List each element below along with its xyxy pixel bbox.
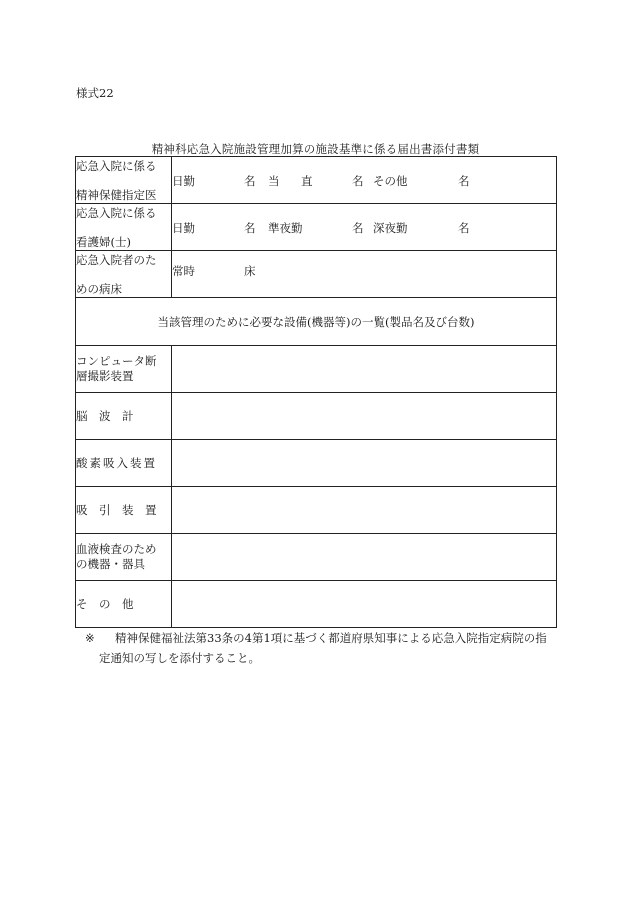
table-row-equipment bbox=[76, 581, 557, 628]
label-line: 精神保健指定医 bbox=[76, 188, 157, 202]
label-line: 応急入院者のた bbox=[76, 253, 157, 267]
footnote bbox=[85, 628, 555, 668]
equipment-value bbox=[172, 487, 557, 534]
equipment-label-oxygen bbox=[76, 440, 172, 487]
note-line: 定通知の写しを添付すること。 bbox=[99, 651, 260, 665]
label-line: 酸素吸入装置 bbox=[76, 455, 157, 470]
shift-duty-label: 当 bbox=[268, 174, 280, 188]
label-line: 応急入院に係る bbox=[76, 159, 157, 173]
equipment-label-blood-test bbox=[76, 534, 172, 581]
table-row-psychiatrist bbox=[76, 157, 557, 204]
equipment-label-other bbox=[76, 581, 172, 628]
label-line: めの病床 bbox=[76, 282, 122, 296]
bed-counts bbox=[172, 251, 557, 298]
label-beds bbox=[76, 251, 172, 298]
always-label: 常時 bbox=[172, 264, 195, 278]
equipment-label-suction bbox=[76, 487, 172, 534]
unit-label: 名 bbox=[244, 221, 256, 235]
label-line: そ の 他 bbox=[76, 596, 134, 611]
shift-day-label: 日勤 bbox=[172, 174, 195, 188]
label-line: 層撮影装置 bbox=[76, 369, 134, 383]
equipment-label-eeg bbox=[76, 393, 172, 440]
label-line: 看護婦(士) bbox=[76, 235, 131, 249]
equipment-value bbox=[172, 346, 557, 393]
psychiatrist-counts bbox=[172, 157, 557, 204]
shift-other-label: その他 bbox=[373, 174, 408, 188]
shift-day-label: 日勤 bbox=[172, 221, 195, 235]
label-line: 血液検査のため bbox=[76, 542, 157, 556]
shift-evening-label: 準夜勤 bbox=[268, 221, 303, 235]
note-mark: ※ bbox=[85, 631, 95, 645]
equipment-value bbox=[172, 440, 557, 487]
equipment-value bbox=[172, 393, 557, 440]
table-row-equipment bbox=[76, 393, 557, 440]
shift-duty-label: 直 bbox=[301, 174, 313, 188]
form-number: 様式22 bbox=[76, 86, 114, 100]
table-row-equipment bbox=[76, 534, 557, 581]
equipment-label-ct bbox=[76, 346, 172, 393]
nurse-counts bbox=[172, 204, 557, 251]
application-table bbox=[75, 156, 557, 628]
table-row-equipment bbox=[76, 346, 557, 393]
table-row-equipment bbox=[76, 440, 557, 487]
label-nurse bbox=[76, 204, 172, 251]
unit-label: 名 bbox=[458, 221, 470, 235]
label-psychiatrist bbox=[76, 157, 172, 204]
label-line: 脳 波 計 bbox=[76, 408, 134, 423]
table-row-equipment bbox=[76, 487, 557, 534]
unit-label: 名 bbox=[244, 174, 256, 188]
unit-label: 名 bbox=[352, 174, 364, 188]
equipment-value bbox=[172, 581, 557, 628]
table-row-nurse bbox=[76, 204, 557, 251]
table-row-section-heading bbox=[76, 298, 557, 346]
label-line: 応急入院に係る bbox=[76, 206, 157, 220]
label-line: の機器・器具 bbox=[76, 557, 145, 571]
table-row-beds bbox=[76, 251, 557, 298]
document-title: 精神科応急入院施設管理加算の施設基準に係る届出書添付書類 bbox=[151, 142, 480, 156]
note-line: 精神保健福祉法第33条の4第1項に基づく都道府県知事による応急入院指定病院の指 bbox=[115, 631, 547, 645]
label-line: 吸 引 装 置 bbox=[76, 502, 157, 517]
equipment-value bbox=[172, 534, 557, 581]
unit-label: 名 bbox=[352, 221, 364, 235]
unit-label: 名 bbox=[458, 174, 470, 188]
shift-night-label: 深夜勤 bbox=[373, 221, 408, 235]
unit-label: 床 bbox=[244, 264, 256, 278]
equipment-heading: 当該管理のために必要な設備(機器等)の一覧(製品名及び台数) bbox=[76, 298, 557, 346]
label-line: コンピュータ断 bbox=[76, 354, 157, 368]
